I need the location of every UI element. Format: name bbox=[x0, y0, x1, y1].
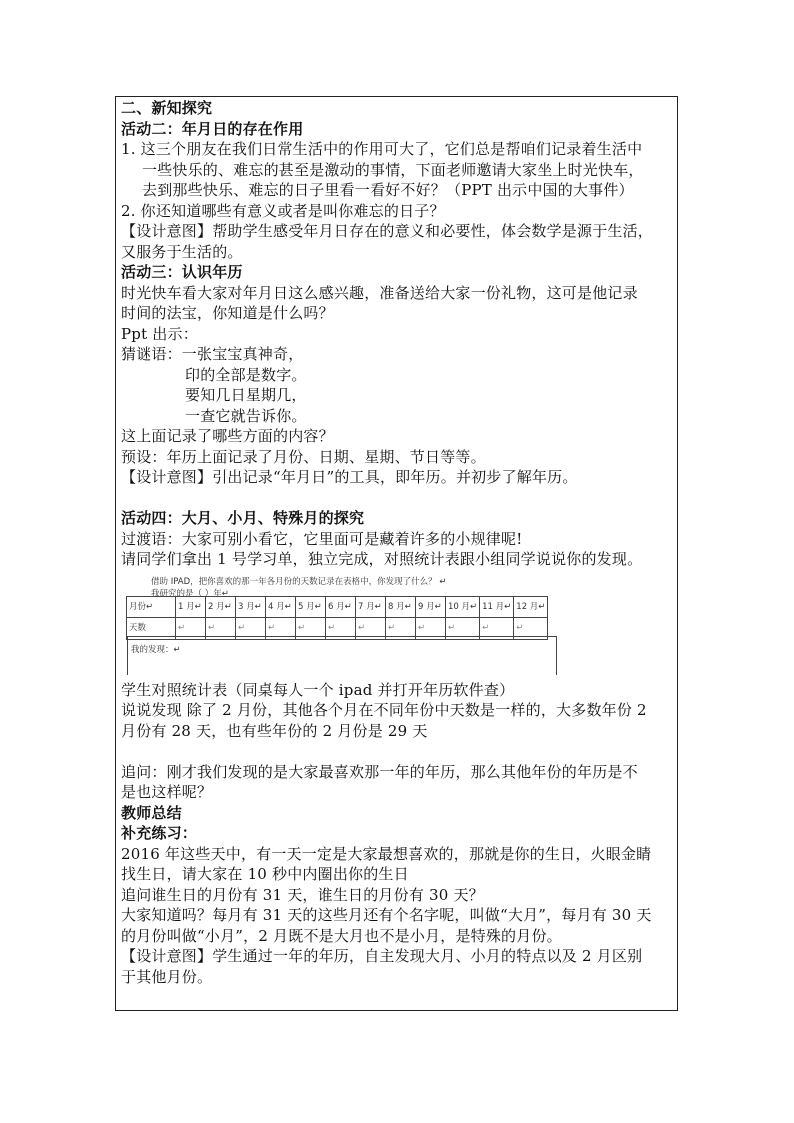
month-cell: 12 月↵ bbox=[514, 596, 548, 618]
extra-practice-text: 追问谁生日的月份有 31 天，谁生日的月份有 30 天？ bbox=[121, 885, 484, 904]
month-cell: 11 月↵ bbox=[480, 596, 514, 618]
riddle-line: 要知几日星期几， bbox=[185, 386, 307, 404]
design-intent: 【设计意图】引出记录“年月日”的工具，即年历。并初步了解年历。 bbox=[121, 468, 578, 486]
day-cell: ↵ bbox=[356, 618, 386, 640]
worksheet-year-label: 我研究的是（ ）年↵ bbox=[151, 588, 229, 599]
activity-2-item-1-cont: 去到那些快乐、难忘的日子里看一看好不好？（PPT 出示中国的大事件） bbox=[142, 181, 634, 199]
design-intent-cont: 又服务于生活的。 bbox=[121, 242, 243, 261]
blank-line bbox=[121, 741, 677, 762]
student-activity: 学生对照统计表（同桌每人一个 ipad 并打开年历软件查） bbox=[121, 680, 515, 699]
table-row bbox=[127, 596, 548, 618]
paragraph-cont: 时间的法宝，你知道是什么吗？ bbox=[121, 304, 334, 322]
activity-2-item-1-cont: 一些快乐的、难忘的甚至是激动的事情，下面老师邀请大家坐上时光快车， bbox=[142, 160, 644, 179]
ppt-label: Ppt 出示： bbox=[121, 324, 198, 343]
day-cell: ↵ bbox=[176, 618, 206, 640]
day-cell: ↵ bbox=[416, 618, 446, 640]
day-cell: ↵ bbox=[480, 618, 514, 640]
extra-practice-text: 的月份叫做“小月”，2 月既不是大月也不是小月，是特殊的月份。 bbox=[121, 926, 562, 945]
worksheet-instruction: 借助 IPAD，把你喜欢的那一年各月份的天数记录在表格中，你发现了什么？ ↵ bbox=[151, 576, 447, 587]
month-cell: 8 月↵ bbox=[386, 596, 416, 618]
activity-4-title: 活动四：大月、小月、特殊月的探究 bbox=[121, 509, 365, 527]
follow-up-question: 追问：刚才我们发现的是大家最喜欢那一年的年历，那么其他年份的年历是不 bbox=[121, 762, 638, 781]
month-cell: 5 月↵ bbox=[296, 596, 326, 618]
extra-practice-text: 大家知道吗？每月有 31 天的这些月还有个名字呢，叫做“大月”，每月有 30 天 bbox=[121, 906, 652, 924]
activity-3-title: 活动三：认识年历 bbox=[121, 263, 243, 281]
day-cell: ↵ bbox=[296, 618, 326, 640]
riddle-line: 印的全部是数字。 bbox=[185, 365, 307, 384]
extra-practice-text: 找生日，请大家在 10 秒中内圈出你的生日 bbox=[121, 865, 409, 883]
student-finding-cont: 月份有 28 天，也有些年份的 2 月份是 29 天 bbox=[121, 721, 428, 740]
month-cell: 7 月↵ bbox=[356, 596, 386, 618]
activity-2-item-2: 2. 你还知道哪些有意义或者是叫你难忘的日子？ bbox=[121, 201, 445, 220]
worksheet-image bbox=[121, 570, 561, 680]
section-heading: 二、新知探究 bbox=[121, 99, 213, 117]
month-cell: 4 月↵ bbox=[266, 596, 296, 618]
extra-practice-text: 2016 年这些天中，有一天一定是大家最想喜欢的，那就是你的生日，火眼金睛 bbox=[121, 844, 652, 863]
lesson-content bbox=[121, 98, 677, 987]
extra-practice-title: 补充练习： bbox=[121, 824, 198, 842]
day-cell: ↵ bbox=[514, 618, 548, 640]
student-finding: 说说发现 除了 2 月份，其他各个月在不同年份中天数是一样的，大多数年份 2 bbox=[121, 701, 647, 719]
month-days-table bbox=[126, 596, 548, 640]
month-cell: 2 月↵ bbox=[206, 596, 236, 618]
day-cell: ↵ bbox=[206, 618, 236, 640]
design-intent-cont: 于其他月份。 bbox=[121, 967, 213, 986]
month-cell: 6 月↵ bbox=[326, 596, 356, 618]
transition: 过渡语：大家可别小看它，它里面可是藏着许多的小规律呢! bbox=[121, 529, 523, 548]
finding-box bbox=[127, 636, 557, 675]
riddle-line: 一查它就告诉你。 bbox=[185, 406, 307, 425]
preset-answer: 预设：年历上面记录了月份、日期、星期、节日等等。 bbox=[121, 447, 486, 466]
activity-2-title: 活动二：年月日的存在作用 bbox=[121, 119, 304, 138]
days-row-label: 天数 bbox=[127, 618, 176, 640]
finding-label: 我的发现：↵ bbox=[131, 644, 181, 655]
activity-2-item-1: 1. 这三个朋友在我们日常生活中的作用可大了，它们总是帮咱们记录着生活中 bbox=[121, 140, 643, 158]
month-cell: 1 月↵ bbox=[176, 596, 206, 618]
day-cell: ↵ bbox=[266, 618, 296, 640]
day-cell: ↵ bbox=[326, 618, 356, 640]
question: 这上面记录了哪些方面的内容？ bbox=[121, 427, 334, 445]
month-cell: 3 月↵ bbox=[236, 596, 266, 618]
task: 请同学们拿出 1 号学习单，独立完成，对照统计表跟小组同学说说你的发现。 bbox=[121, 550, 643, 568]
month-cell: 9 月↵ bbox=[416, 596, 446, 618]
paragraph: 时光快车看大家对年月日这么感兴趣，准备送给大家一份礼物，这可是他记录 bbox=[121, 283, 638, 302]
day-cell: ↵ bbox=[446, 618, 480, 640]
day-cell: ↵ bbox=[386, 618, 416, 640]
month-cell: 10 月↵ bbox=[446, 596, 480, 618]
month-header-label: 月份↵ bbox=[127, 596, 176, 618]
riddle-line: 猜谜语：一张宝宝真神奇， bbox=[121, 345, 304, 363]
follow-up-question-cont: 是也这样呢？ bbox=[121, 783, 213, 801]
blank-line bbox=[121, 488, 677, 509]
teacher-summary: 教师总结 bbox=[121, 803, 182, 822]
design-intent: 【设计意图】帮助学生感受年月日存在的意义和必要性，体会数学是源于生活， bbox=[121, 222, 654, 240]
design-intent: 【设计意图】学生通过一年的年历，自主发现大月、小月的特点以及 2 月区别 bbox=[121, 947, 643, 965]
day-cell: ↵ bbox=[236, 618, 266, 640]
